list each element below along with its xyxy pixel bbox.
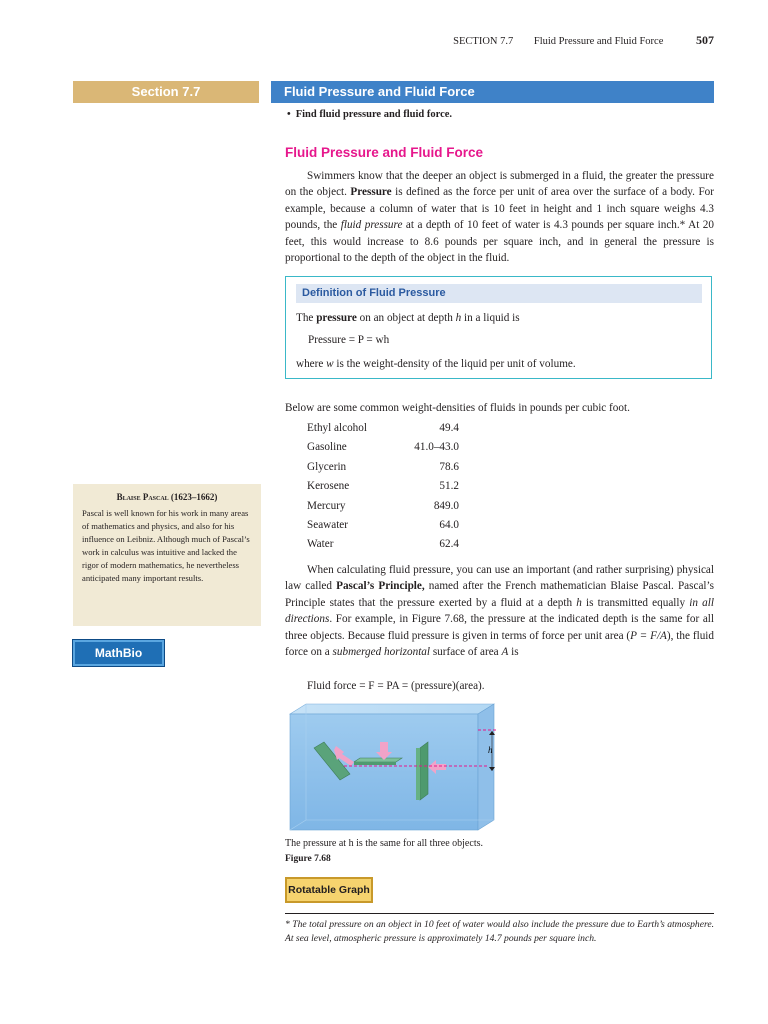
biography-text: Pascal is well known for his work in many areas of mathematics and physics, and also for his influence on Leibniz. Although much of Pascal’s work in calculus was intuitive and lacked the rigor of modern mathematics, he nevertheless anticipated many important results. [82, 508, 250, 583]
fluid-name: Mercury [307, 499, 346, 512]
equation-inline: P = F/A [630, 629, 667, 642]
densities-intro: Below are some common weight-densities of fluids in pounds per cubic foot. [285, 402, 630, 414]
italic-phrase: submerged horizontal [332, 646, 431, 659]
tank-front [290, 714, 478, 830]
fluid-density: 78.6 [439, 460, 459, 473]
density-row [307, 461, 459, 477]
running-head-section: SECTION 7.7 [453, 36, 514, 47]
fluid-name: Water [307, 538, 334, 551]
def-term: pressure [316, 312, 357, 324]
h-label: h [488, 745, 493, 755]
pascal-text: . For example, in Figure 7.68, the pressure at the indicated depth is the same for all three objects. Because fluid pressure is given in terms of force per unit area ( [285, 613, 714, 642]
biography-box [73, 484, 261, 626]
density-row [307, 422, 459, 438]
def-text: in a liquid is [461, 312, 520, 324]
mathbio-button[interactable]: MathBio [73, 640, 164, 666]
learning-objective [287, 109, 452, 120]
def-var-w: w [326, 358, 334, 370]
fluid-density: 64.0 [439, 519, 459, 531]
pascal-text: surface of area [430, 646, 502, 659]
density-row [307, 500, 459, 516]
section-title-bar: Fluid Pressure and Fluid Force [271, 81, 714, 103]
fluid-density: 849.0 [433, 499, 459, 512]
running-head-title: Fluid Pressure and Fluid Force [533, 36, 664, 47]
running-head [300, 33, 714, 48]
fluid-force-formula: Fluid force = F = PA = (pressure)(area). [307, 680, 485, 692]
pascal-text: is [508, 646, 519, 659]
def-var-h: h [455, 312, 462, 324]
figure-caption: The pressure at h is the same for all three objects. [285, 838, 483, 849]
definition-box [285, 276, 712, 379]
def-text: is the weight-density of the liquid per unit of volume. [333, 358, 576, 370]
page-number: 507 [696, 33, 714, 47]
footnote-rule [285, 913, 714, 914]
density-row [307, 519, 459, 535]
fluid-density: 49.4 [439, 422, 459, 434]
bullet-icon: • [287, 109, 291, 120]
horizontal-plate [354, 758, 402, 762]
section-tab: Section 7.7 [73, 81, 259, 103]
intro-paragraph [285, 168, 714, 266]
fluid-name: Kerosene [307, 480, 350, 493]
density-row [307, 538, 459, 554]
def-text: The [296, 312, 317, 324]
horizontal-plate-edge [354, 762, 396, 765]
definition-line-1 [296, 312, 520, 324]
fluid-density: 62.4 [439, 538, 459, 551]
fluid-name: Ethyl alcohol [307, 422, 367, 434]
fluid-density: 41.0–43.0 [414, 441, 459, 454]
term-pascal-principle: Pascal’s Principle, [336, 580, 425, 593]
tank-top [290, 704, 494, 714]
pascal-text: named after the French mathematician Blaise Pascal. Pascal’s Principle states that the pressure exerted by a fluid at a depth [285, 580, 714, 609]
term-fluid-pressure: fluid pressure [340, 219, 403, 232]
def-text: on an object at depth [356, 312, 456, 324]
subsection-heading: Fluid Pressure and Fluid Force [285, 145, 484, 160]
pascal-paragraph [285, 562, 714, 660]
figure-label: Figure 7.68 [285, 854, 331, 864]
fluid-name: Gasoline [307, 441, 347, 454]
biography-name: Blaise Pascal (1623–1662) [116, 492, 218, 502]
def-text: where [296, 358, 327, 370]
pascal-text: is transmitted equally [581, 596, 690, 609]
footnote: * The total pressure on an object in 10 feet of water would also include the pressure due to Earth’s atmosphere. At sea level, atmospheric pressure is approximately 14.7 pounds per square inch. [285, 919, 714, 944]
italic-phrase: in all directions [285, 596, 714, 626]
intro-text-2: is defined as the force per unit of area over the surface of a body. For example, because a column of water that is 10 feet in height and 1 inch square weighs 4.3 pounds, the [285, 186, 714, 232]
density-row [307, 480, 459, 496]
var-a: A [501, 646, 509, 659]
intro-text-3: at a depth of 10 feet of water is 4.3 pounds per square inch.* At 20 feet, this would increase to 8.6 pounds per square inch, and in general the pressure is proportional to the depth of the object in the fluid. [285, 219, 714, 265]
pascal-text: ), the fluid force on a [285, 629, 714, 659]
objective-text: Find fluid pressure and fluid force. [295, 109, 453, 120]
rotatable-graph-button[interactable]: Rotatable Graph [285, 877, 373, 903]
density-row [307, 441, 459, 457]
fluid-name: Seawater [307, 519, 348, 531]
definition-line-3 [296, 358, 576, 370]
figure-illustration [284, 700, 504, 832]
fluid-name: Glycerin [307, 460, 347, 473]
pascal-text: When calculating fluid pressure, you can use an important (and rather surprising) physical law called [285, 564, 714, 593]
definition-formula: Pressure = P = wh [308, 334, 390, 346]
vertical-plate-edge [416, 748, 420, 800]
intro-text-1: Swimmers know that the deeper an object is submerged in a fluid, the greater the pressure on the object. [285, 170, 714, 199]
term-pressure: Pressure [350, 186, 392, 199]
var-h: h [576, 596, 582, 609]
definition-title: Definition of Fluid Pressure [296, 284, 702, 303]
vertical-plate [420, 742, 428, 800]
fluid-density: 51.2 [439, 480, 459, 493]
